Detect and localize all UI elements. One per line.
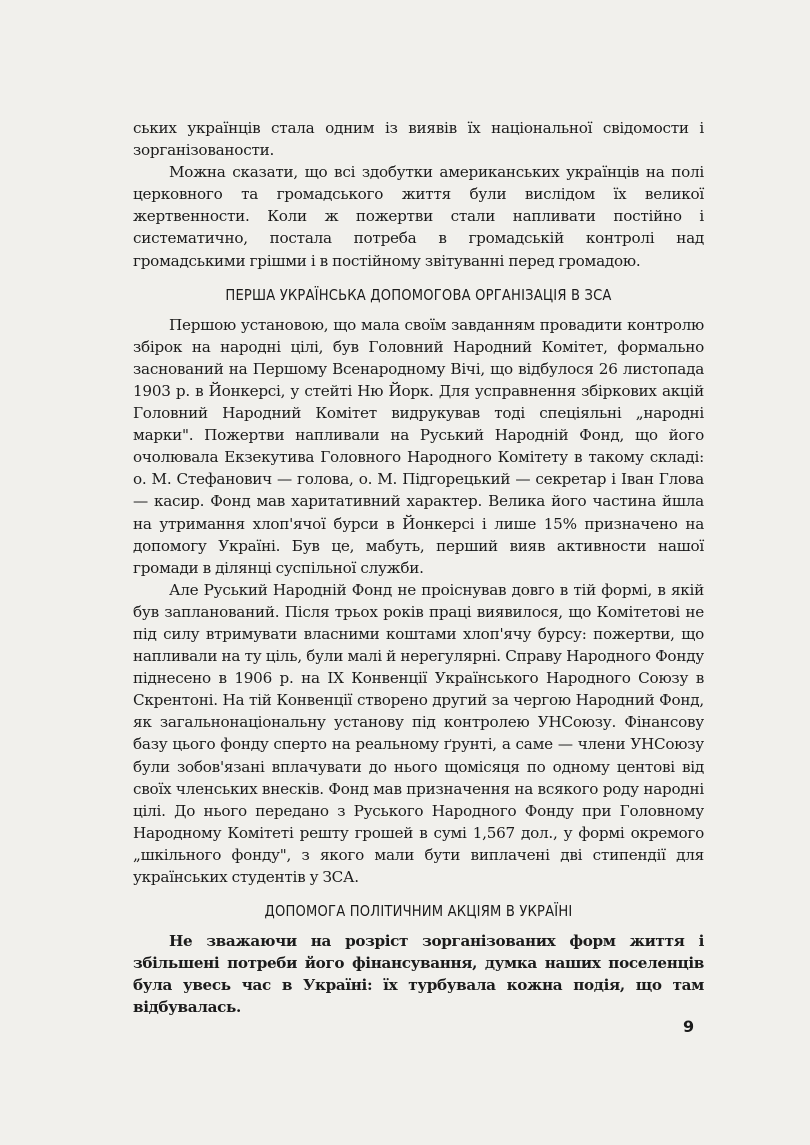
paragraph: ських українців стала одним із виявів їх національної свідомости і зорганізованости. [133, 119, 704, 160]
page-number: 9 [683, 1017, 695, 1036]
section-heading: ДОПОМОГА ПОЛІТИЧНИМ АКЦІЯМ В УКРАЇНІ [264, 902, 573, 921]
page-body [133, 117, 704, 1018]
paragraph: Першою установою, що мала своїм завданням провадити контролю збірок на народні цілі, був Головний Народний Комітет, формально заснований на Першому Всенародному Вічі, що відбулося 26 листопада 1903 р. в Йонкерсі, у стейті Ню Йорк. Для усправнення збіркових акцій Головний Народний Комітет видрукував тоді спеціяльні „народні марки". Пожертви напливали на Руський Народній Фонд, що його очолювала Екзекутива Головного Народного Комітету в такому складі: о. М. Стефанович — голова, о. М. Підгорецький — секретар і Іван Глова — касир. Фонд мав харитативний характер. Велика його частина йшла на утримання хлоп'ячої бурси в Йонкерсі і лише 15% призначено на допомогу Україні. Був це, мабуть, перший вияв активности нашої громади в ділянці суспільної служби. [133, 315, 704, 577]
paragraph: Не зважаючи на розріст зорганізованих форм життя і збільшені потреби його фінансування, думка наших поселенців була увесь час в Україні: їх турбувала кожна подія, що там відбувалась. [133, 932, 704, 1017]
section-heading: ПЕРША УКРАЇНСЬКА ДОПОМОГОВА ОРГАНІЗАЦІЯ В ЗСА [225, 285, 612, 304]
paragraph: Але Руський Народній Фонд не проіснував довго в тій формі, в якій був запланований. Після трьох років праці виявилося, що Комітетові не під силу втримувати власними коштами хлоп'ячу бурсу: пожертви, що напливали на ту ціль, були малі й нерегулярні. Справу Народного Фонду піднесено в 1906 р. на IX Конвенції Українського Народного Союзу в Скрентоні. На тій Конвенції створено другий за чергою Народний Фонд, як загальнонаціональну установу під контролею УНСоюзу. Фінансову базу цього фонду сперто на реальному ґрунті, а саме — члени УНСоюзу були зобов'язані вплачувати до нього щомісяця по одному центові від своїх членських внесків. Фонд мав призначення на всякого роду народні цілі. До нього передано з Руського Народного Фонду при Головному Народному Комітеті решту грошей в сумі 1,567 дол., у формі окремого „шкільного фонду", з якого мали бути виплачені дві стипендії для українських студентів у ЗСА. [133, 580, 704, 886]
paragraph: Можна сказати, що всі здобутки американських українців на полі церковного та громадського життя були вислідом їх великої жертвенности. Коли ж пожертви стали напливати постійно і систематично, постала потреба в громадській контролі над громадськими грішми і в постійному звітуванні перед громадою. [133, 163, 704, 270]
